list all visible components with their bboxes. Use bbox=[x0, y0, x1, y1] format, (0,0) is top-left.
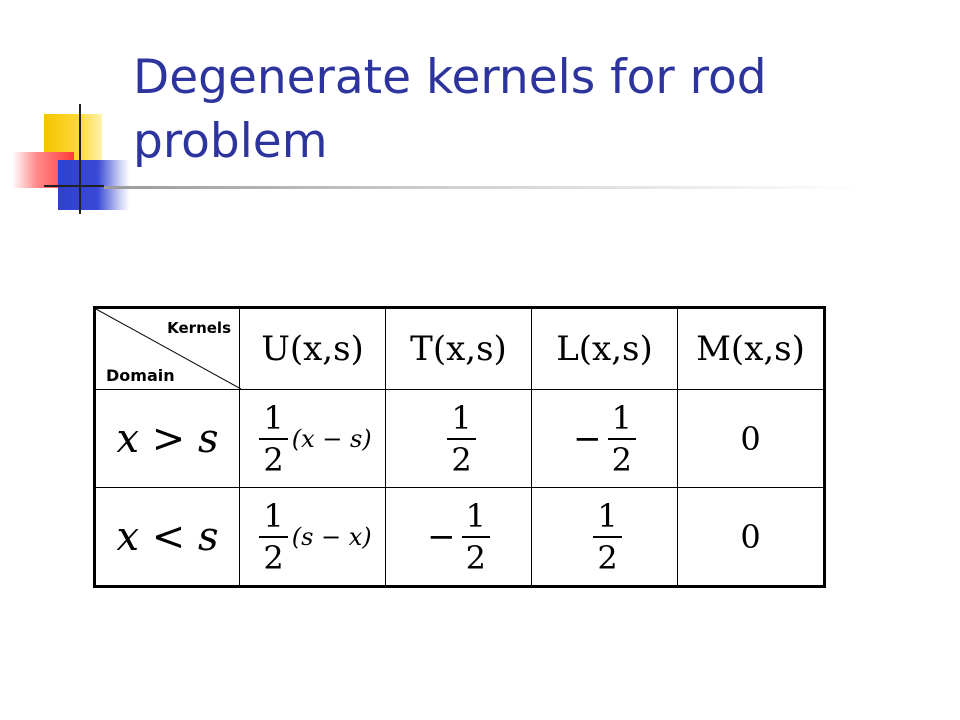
fraction-bar bbox=[462, 536, 490, 538]
table-row bbox=[95, 390, 825, 488]
corner-domain-label: Domain bbox=[106, 366, 175, 385]
fraction-numerator: 1 bbox=[597, 496, 618, 535]
fraction-numerator: 1 bbox=[465, 496, 486, 535]
t-cell bbox=[386, 488, 532, 587]
fraction-denominator: 2 bbox=[465, 538, 486, 577]
t-cell bbox=[386, 390, 532, 488]
header-cell bbox=[386, 308, 532, 390]
u-fraction-expression bbox=[253, 498, 371, 576]
corner-cell bbox=[95, 308, 240, 390]
m-cell bbox=[678, 390, 825, 488]
fraction-denominator: 2 bbox=[451, 440, 472, 479]
l-cell bbox=[532, 488, 678, 587]
m-cell bbox=[678, 488, 825, 587]
corner-kernels-label: Kernels bbox=[167, 319, 231, 337]
fraction-denominator: 2 bbox=[597, 538, 618, 577]
header-cell bbox=[678, 308, 825, 390]
fraction-numerator: 1 bbox=[263, 496, 284, 535]
t-sign: − bbox=[427, 516, 456, 557]
u-cell bbox=[240, 390, 386, 488]
fraction bbox=[608, 400, 636, 478]
domain-expression: x > s bbox=[116, 415, 219, 462]
kernels-table bbox=[93, 306, 826, 588]
table-row bbox=[95, 488, 825, 587]
fraction-denominator: 2 bbox=[611, 440, 632, 479]
m-value: 0 bbox=[740, 419, 761, 458]
fraction bbox=[447, 400, 475, 478]
fraction bbox=[593, 498, 621, 576]
slide-title: Degenerate kernels for rod problem bbox=[133, 50, 767, 169]
fraction-bar bbox=[593, 536, 621, 538]
header-cell bbox=[240, 308, 386, 390]
l-fraction-expression bbox=[587, 498, 621, 576]
fraction-numerator: 1 bbox=[611, 398, 632, 437]
u-cell bbox=[240, 488, 386, 587]
m-value: 0 bbox=[740, 517, 761, 556]
fraction bbox=[259, 400, 287, 478]
header-t-kernel: T(x,s) bbox=[410, 329, 507, 369]
u-fraction-expression bbox=[253, 400, 371, 478]
l-fraction-expression bbox=[573, 400, 636, 478]
t-fraction-expression bbox=[427, 498, 490, 576]
logo-horizontal-line bbox=[44, 185, 104, 187]
fraction-bar bbox=[259, 438, 287, 440]
header-l-kernel: L(x,s) bbox=[556, 329, 653, 369]
fraction bbox=[259, 498, 287, 576]
header-cell bbox=[532, 308, 678, 390]
u-factor: (x − s) bbox=[291, 424, 372, 453]
header-u-kernel: U(x,s) bbox=[261, 329, 364, 369]
fraction-denominator: 2 bbox=[263, 440, 284, 479]
u-factor: (s − x) bbox=[291, 522, 372, 551]
fraction-numerator: 1 bbox=[451, 398, 472, 437]
fraction-bar bbox=[447, 438, 475, 440]
fraction bbox=[462, 498, 490, 576]
table-header-row bbox=[95, 308, 825, 390]
domain-cell bbox=[95, 488, 240, 587]
t-fraction-expression bbox=[441, 400, 475, 478]
fraction-bar bbox=[608, 438, 636, 440]
domain-cell bbox=[95, 390, 240, 488]
fraction-denominator: 2 bbox=[263, 538, 284, 577]
fraction-bar bbox=[259, 536, 287, 538]
fraction-numerator: 1 bbox=[263, 398, 284, 437]
l-cell bbox=[532, 390, 678, 488]
title-underline bbox=[104, 186, 864, 189]
l-sign: − bbox=[573, 418, 602, 459]
domain-expression: x < s bbox=[116, 513, 219, 560]
logo-vertical-line bbox=[79, 104, 81, 214]
header-m-kernel: M(x,s) bbox=[696, 329, 805, 369]
